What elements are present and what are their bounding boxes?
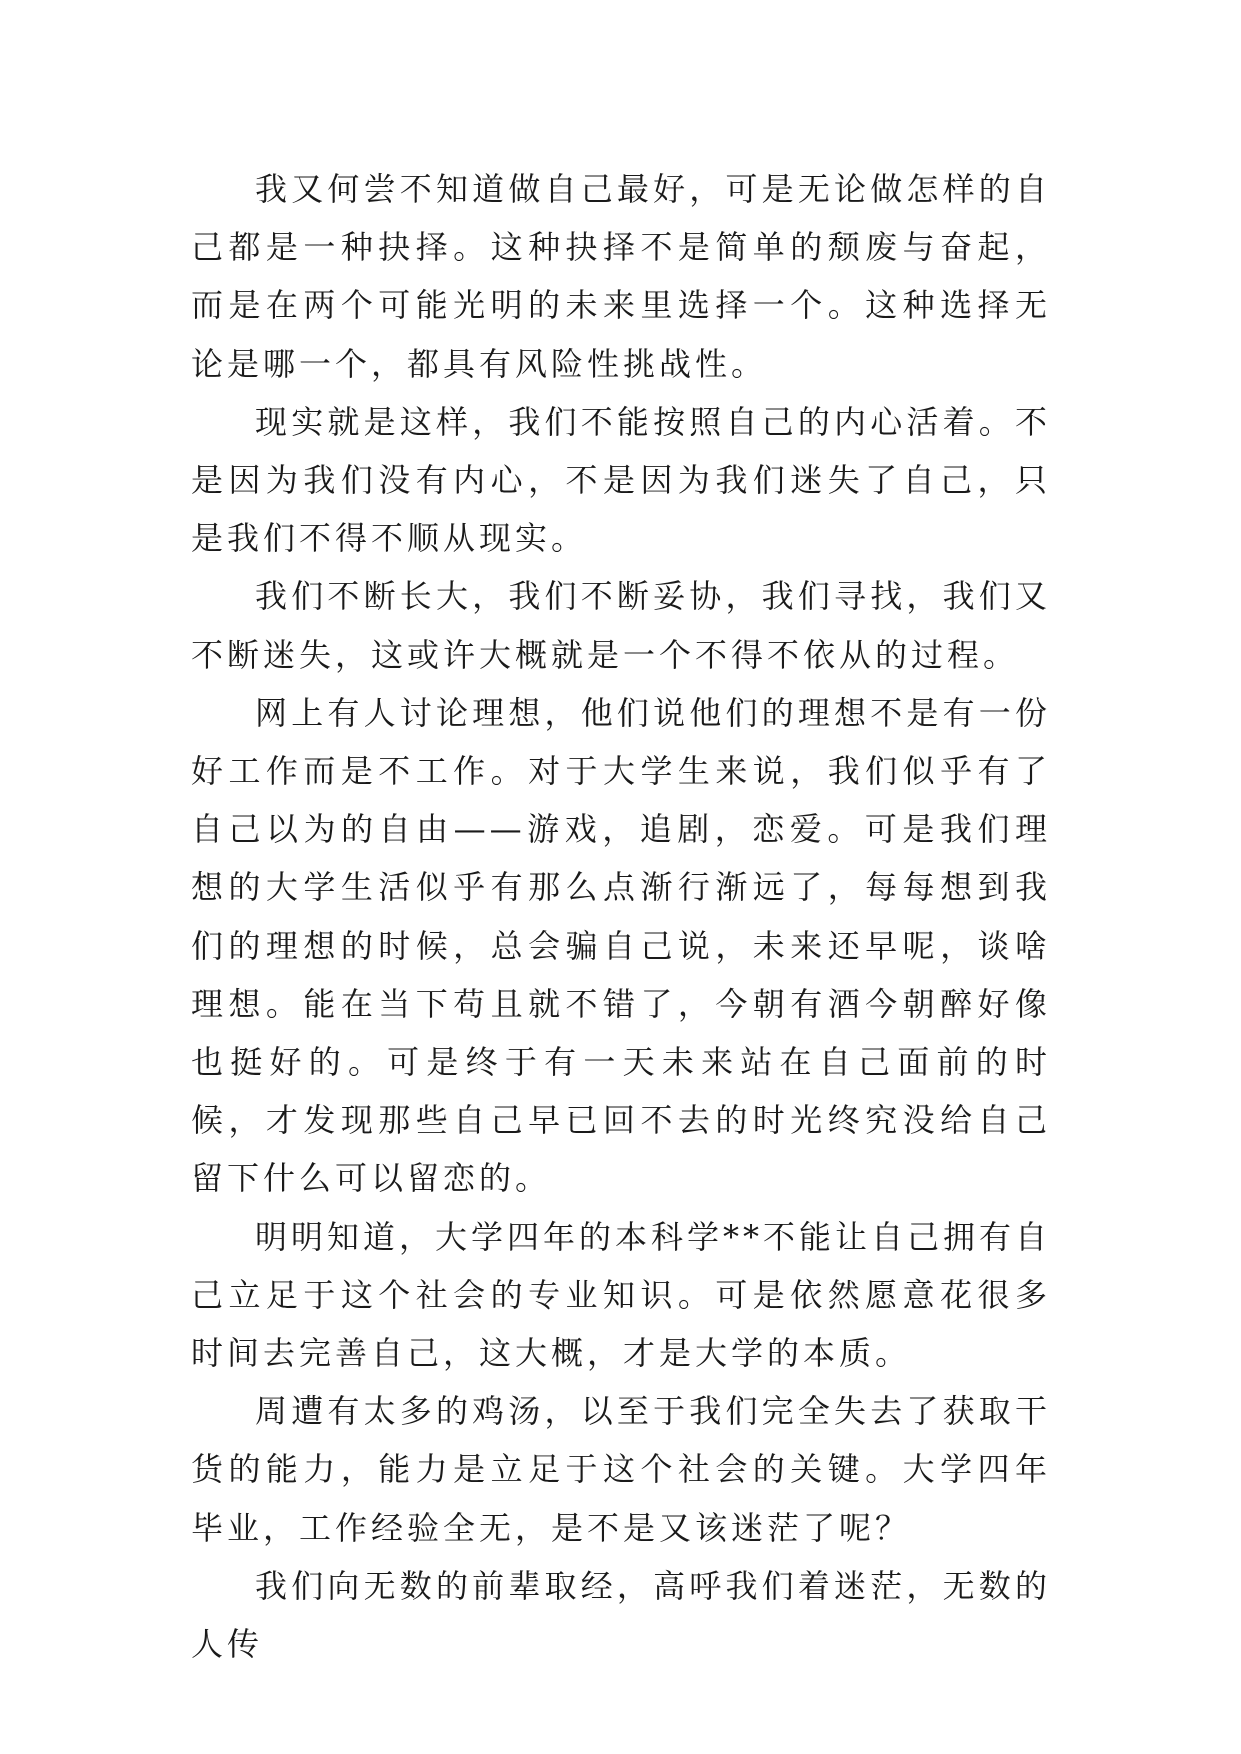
paragraph: 周遭有太多的鸡汤，以至于我们完全失去了获取干货的能力，能力是立足于这个社会的关键。大学四年毕业，工作经验全无，是不是又该迷茫了呢？ (191, 1392, 1051, 1547)
document-body (191, 160, 1051, 1673)
paragraph: 我们不断长大，我们不断妥协，我们寻找，我们又不断迷失，这或许大概就是一个不得不依从的过程。 (191, 577, 1051, 674)
paragraph: 网上有人讨论理想，他们说他们的理想不是有一份好工作而是不工作。对于大学生来说，我们似乎有了自己以为的自由——游戏，追剧，恋爱。可是我们理想的大学生活似乎有那么点渐行渐远了，每每想到我们的理想的时候，总会骗自己说，未来还早呢，谈啥理想。能在当下苟且就不错了，今朝有酒今朝醉好像也挺好的。可是终于有一天未来站在自己面前的时候，才发现那些自己早已回不去的时光终究没给自己留下什么可以留恋的。 (191, 693, 1051, 1198)
paragraph: 现实就是这样，我们不能按照自己的内心活着。不是因为我们没有内心，不是因为我们迷失了自己，只是我们不得不顺从现实。 (191, 402, 1051, 558)
paragraph: 我们向无数的前辈取经，高呼我们着迷茫，无数的人传 (191, 1566, 1051, 1664)
paragraph: 我又何尝不知道做自己最好，可是无论做怎样的自己都是一种抉择。这种抉择不是简单的颓废与奋起，而是在两个可能光明的未来里选择一个。这种选择无论是哪一个，都具有风险性挑战性。 (191, 170, 1051, 383)
paragraph: 明明知道，大学四年的本科学**不能让自己拥有自己立足于这个社会的专业知识。可是依然愿意花很多时间去完善自己，这大概，才是大学的本质。 (191, 1217, 1052, 1373)
